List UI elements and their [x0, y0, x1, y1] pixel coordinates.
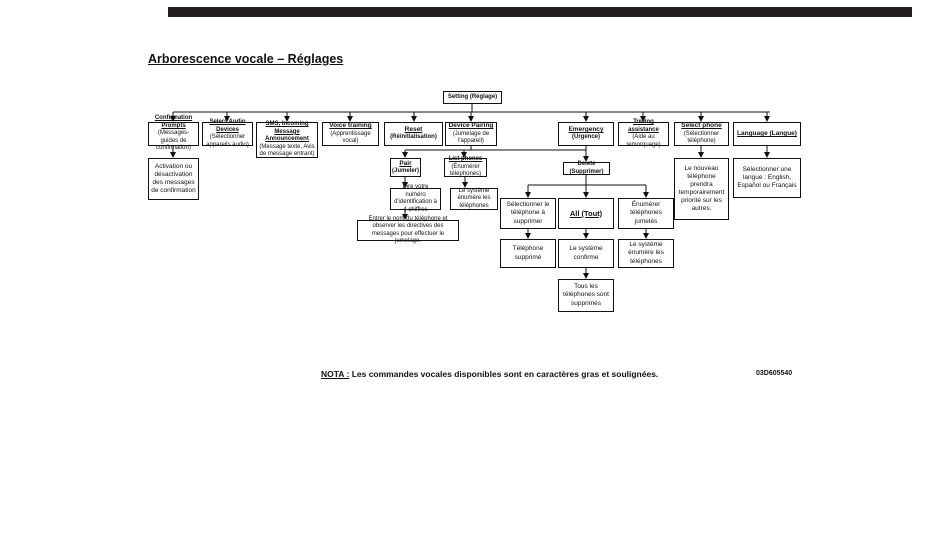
note-text: Dire votre numéro d'identification à 4 chiffres: [394, 184, 437, 213]
node-sublabel: (Jumelage de l'appareil): [452, 130, 490, 145]
node-label: Select phone: [681, 122, 722, 130]
node-emergency: [558, 122, 614, 146]
node-label: Sélectionner le téléphone à supprimer: [506, 201, 550, 225]
footer-note: [321, 369, 658, 379]
node-sublabel: (Urgence): [571, 134, 600, 141]
note-phone-deleted: [500, 239, 556, 268]
footer-note-label: NOTA :: [321, 369, 350, 379]
note-text: Sélectionner une langue : English, Español ou Français: [737, 165, 797, 190]
node-confirmation-prompts: [148, 115, 199, 152]
node-label: All (Tout): [569, 208, 603, 218]
node-label: Reset: [404, 126, 423, 134]
node-label: Pair: [399, 159, 412, 167]
note-pair-code: [390, 184, 441, 213]
note-text: Le nouveau téléphone prendra temporairement priorité sur les autres.: [678, 164, 725, 213]
node-sublabel: (Aide au remorquage): [626, 134, 661, 148]
node-pair: [390, 158, 421, 177]
note-list-phones: [450, 188, 498, 210]
node-all: [558, 198, 614, 229]
note-text: Entrer le nom du téléphone et observer les directives des messages pour effectuer le jumelage.: [368, 215, 448, 244]
footer-note-text: Les commandes vocales disponibles sont en caractères gras et soulignées.: [349, 369, 659, 379]
note-all-deleted: [558, 279, 614, 312]
node-sublabel: (Messages-guides de confirmation): [156, 130, 191, 152]
node-label: Confirmation Prompts: [154, 115, 193, 129]
note-system-confirms: [558, 239, 614, 268]
root-node: [443, 91, 502, 104]
note-pair-name: [357, 215, 459, 244]
node-device-pairing: [445, 122, 497, 146]
node-label: Voice training: [329, 122, 372, 130]
node-label: Towing assistance: [628, 119, 659, 133]
node-select-audio-devices: [202, 119, 253, 148]
node-sublabel: (Message texte, Avis de message entrant): [259, 143, 315, 158]
note-confirmation: [148, 158, 199, 200]
node-language: [733, 122, 801, 146]
node-sms-announcement: [256, 122, 318, 158]
node-list-phones: [444, 158, 487, 177]
page-title: Arborescence vocale – Réglages: [148, 52, 344, 66]
note-language: [733, 158, 801, 198]
node-delete: [563, 162, 610, 175]
node-label: SMS, Incoming Message Announcement: [265, 121, 309, 143]
node-sublabel: (Sélectionner téléphone): [683, 130, 720, 145]
node-towing-assistance: [618, 119, 669, 148]
note-text: Activation ou désactivation des messages de confirmation: [151, 162, 196, 195]
node-sublabel: (Jumeler): [392, 167, 420, 174]
note-select-phone: [674, 158, 729, 220]
root-label: Setting (Réglage): [447, 93, 498, 100]
note-text: Le système confirme: [569, 245, 603, 261]
node-label: Device Pairing: [448, 122, 494, 130]
node-label: Emergency: [568, 126, 604, 134]
node-label: List phones: [448, 156, 483, 163]
node-sublabel: (Énumérer téléphones): [449, 163, 482, 178]
note-text: Le système énumère les téléphones: [628, 241, 664, 265]
note-system-lists: [618, 239, 674, 268]
note-text: Le système énumère les téléphones: [457, 187, 491, 209]
node-label: Language (Langue): [737, 129, 797, 137]
node-select-to-delete: [500, 198, 556, 229]
node-sublabel: (Sélectionner appareils audio): [206, 134, 249, 148]
node-sublabel: (Réinitialisation): [390, 134, 437, 141]
node-label: Énumérer téléphones jumelés: [630, 201, 662, 225]
figure-code: 03D605540: [756, 370, 793, 377]
node-list-paired: [618, 198, 674, 229]
node-select-phone: [674, 122, 729, 146]
node-label: Select Audio Devices: [209, 119, 246, 133]
node-label: Delete (Supprimer): [569, 161, 604, 175]
node-voice-training: [322, 122, 379, 146]
note-text: Tous les téléphones sont supprimés: [563, 283, 609, 307]
node-sublabel: (Apprentissage vocal): [330, 130, 371, 145]
note-text: Téléphone supprimé: [512, 245, 544, 261]
node-reset: [384, 122, 443, 146]
